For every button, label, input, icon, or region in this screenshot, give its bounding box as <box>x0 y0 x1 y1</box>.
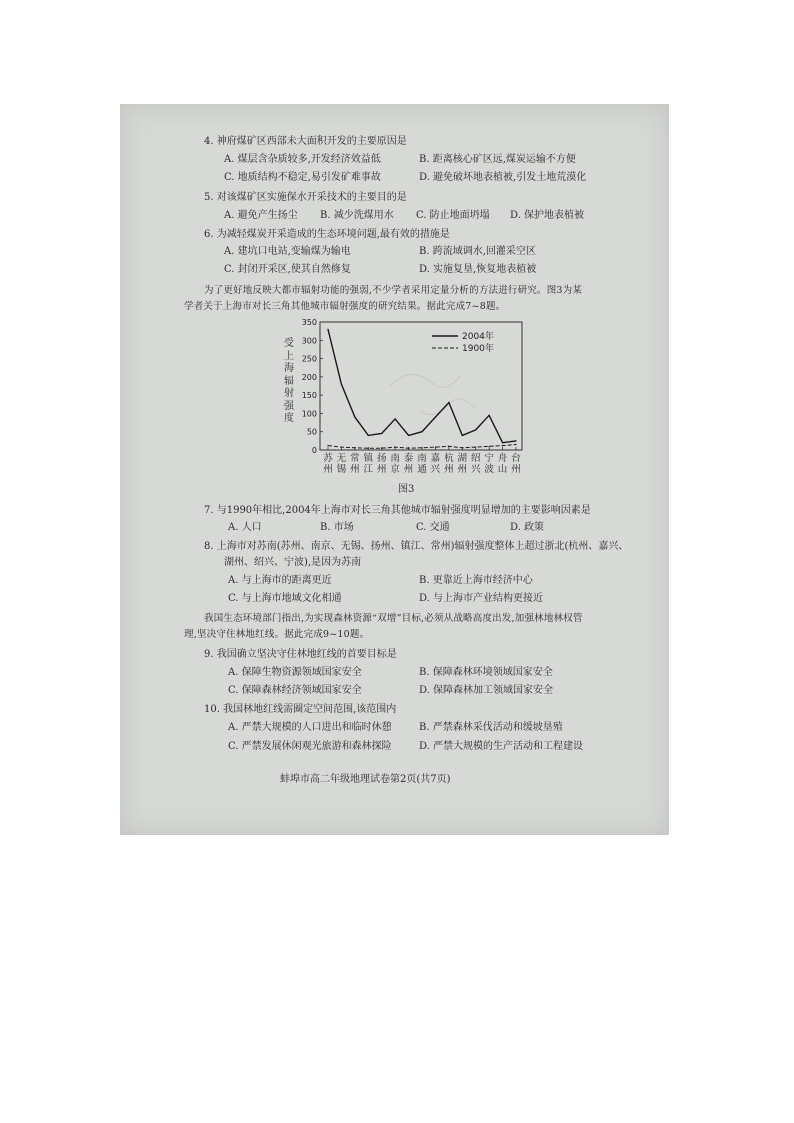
x-tick-label <box>498 453 508 475</box>
data-point <box>341 384 342 385</box>
data-point <box>395 446 396 447</box>
x-tick-label-char: 舟 <box>497 453 508 464</box>
x-tick-label <box>471 453 481 475</box>
data-point <box>435 416 436 417</box>
x-tick-label <box>484 453 494 475</box>
q10-option-a: A. 严禁大规模的人口进出和临时休憩 <box>228 722 392 733</box>
x-tick-label-char: 州 <box>350 464 360 475</box>
data-point <box>489 446 490 447</box>
data-point <box>421 447 422 448</box>
y-axis-label-char: 海 <box>284 363 294 374</box>
passage-7-8-line2: 学者关于上海市对长三角其他城市辐射强度的研究结果。据此完成7~8题。 <box>184 301 506 312</box>
passage-9-10-line2: 理,坚决守住林地红线。据此完成9~10题。 <box>184 629 370 640</box>
data-point <box>448 446 449 447</box>
x-tick-label-char: 泰 <box>403 453 414 464</box>
exam-page-photo <box>120 104 669 835</box>
data-point <box>462 447 463 448</box>
x-tick-label-char: 京 <box>390 464 400 475</box>
x-tick-label-char: 州 <box>376 464 387 475</box>
legend-label: 1900年 <box>462 344 494 354</box>
q9-stem: 9. 我国确立坚决守住林地红线的首要目标是 <box>204 649 397 660</box>
background-smudge <box>390 375 460 388</box>
q6-stem: 6. 为减轻煤炭开采造成的生态环境问题,最有效的措施是 <box>204 229 450 240</box>
data-point <box>354 416 355 417</box>
q6-option-b: B. 跨流域调水,回灌采空区 <box>419 246 536 257</box>
q6-option-c: C. 封闭开采区,使其自然修复 <box>224 264 351 275</box>
q9-option-c: C. 保障森林经济领域国家安全 <box>228 685 362 696</box>
data-point <box>408 448 409 449</box>
q4-option-b: B. 距离核心矿区远,煤炭运输不方便 <box>419 154 576 165</box>
q9-option-d: D. 保障森林加工领域国家安全 <box>419 685 554 696</box>
data-point <box>448 402 449 403</box>
y-axis-label-char: 上 <box>284 350 294 362</box>
legend-label: 2004年 <box>462 332 494 342</box>
x-tick-label <box>457 453 467 475</box>
data-point <box>475 446 476 447</box>
data-point <box>381 433 382 434</box>
x-tick-label <box>390 453 400 475</box>
q4-option-d: D. 避免破坏地表植被,引发土地荒漠化 <box>419 172 587 183</box>
y-tick-label: 350 <box>301 318 317 327</box>
q5-option-b: B. 减少洗煤用水 <box>320 210 394 221</box>
x-tick-label-char: 江 <box>363 464 374 475</box>
y-axis-label-char: 受 <box>284 338 294 349</box>
data-point <box>515 444 516 445</box>
q7-option-b: B. 市场 <box>320 522 354 533</box>
q8-option-b: B. 更靠近上海市经济中心 <box>419 575 533 586</box>
x-tick-label-char: 山 <box>497 464 508 475</box>
data-point <box>421 431 422 432</box>
x-tick-label <box>336 453 346 475</box>
data-point <box>435 446 436 447</box>
x-tick-label-char: 兴 <box>430 464 441 475</box>
q10-stem: 10. 我国林地红线需圈定空间范围,该范围内 <box>204 704 397 715</box>
x-tick-label <box>417 453 427 475</box>
y-tick-label: 200 <box>301 372 317 382</box>
q5-option-c: C. 防止地面坍塌 <box>416 210 490 221</box>
q10-option-b: B. 严禁森林采伐活动和缓坡垦殖 <box>419 722 563 733</box>
q4-option-a: A. 煤层含杂质较多,开发经济效益低 <box>224 154 381 165</box>
data-point <box>489 415 490 416</box>
q9-option-b: B. 保障森林环境领域国家安全 <box>419 667 553 678</box>
passage-9-10-line1: 我国生态环境部门指出,为实现森林资源“双增”目标,必须从战略高度出发,加强林地林权管 <box>204 613 583 624</box>
x-tick-label <box>363 453 373 475</box>
q8-option-d: D. 与上海市产业结构更接近 <box>419 593 544 604</box>
x-tick-label <box>377 453 387 475</box>
y-tick-label: 100 <box>301 409 317 419</box>
x-tick-label-char: 绍 <box>470 453 481 464</box>
x-tick-label-char: 州 <box>403 464 414 475</box>
x-tick-label <box>430 453 440 475</box>
x-tick-label-char: 锡 <box>336 464 347 475</box>
x-tick-label-char: 宁 <box>484 453 494 464</box>
x-tick-label-char: 南 <box>417 453 427 464</box>
y-tick-label: 250 <box>301 354 317 364</box>
q8-option-a: A. 与上海市的距离更近 <box>228 575 332 586</box>
q7-stem: 7. 与1990年相比,2004年上海市对长三角其他城市辐射强度明显增加的主要影响因素是 <box>204 505 591 516</box>
data-point <box>502 442 503 443</box>
q8-stem-line1: 8. 上海市对苏南(苏州、南京、无锡、扬州、镇江、常州)辐射强度整体上超过浙北(杭州、嘉兴、 <box>204 541 629 552</box>
x-tick-label-char: 扬 <box>376 453 387 464</box>
x-tick-label <box>444 453 454 475</box>
x-tick-label-char: 州 <box>457 464 468 475</box>
q6-option-d: D. 实施复垦,恢复地表植被 <box>419 264 537 275</box>
y-axis-label-char: 辐 <box>284 375 294 387</box>
figure-caption: 图3 <box>398 484 415 495</box>
figure-3 <box>270 316 530 486</box>
passage-7-8-line1: 为了更好地反映大都市辐射功能的强弱,不少学者采用定量分析的方法进行研究。图3为某 <box>204 285 583 296</box>
page-footer: 蚌埠市高二年级地理试卷第2页(共7页) <box>280 774 451 785</box>
data-point <box>354 447 355 448</box>
data-point <box>368 435 369 436</box>
y-tick-label: 0 <box>311 446 317 455</box>
x-tick-label-char: 杭 <box>444 453 454 464</box>
y-axis-label-char: 强 <box>284 400 294 412</box>
x-tick-label-char: 无 <box>336 453 347 464</box>
y-axis-label-char: 度 <box>284 413 294 424</box>
q10-option-c: C. 严禁发展休闲观光旅游和森林探险 <box>228 741 392 752</box>
q5-stem: 5. 对该煤矿区实施保水开采技术的主要目的是 <box>204 192 407 203</box>
q10-option-d: D. 严禁大规模的生产活动和工程建设 <box>419 741 584 752</box>
data-point <box>327 445 328 446</box>
x-tick-label-char: 通 <box>417 464 427 475</box>
x-tick-label-char: 苏 <box>323 453 333 464</box>
data-point <box>341 446 342 447</box>
data-point <box>408 435 409 436</box>
q6-option-a: A. 建坑口电站,变输煤为输电 <box>224 246 351 257</box>
x-tick-label-char: 波 <box>484 464 494 475</box>
x-tick-label-char: 嘉 <box>430 453 441 464</box>
y-tick-label: 300 <box>301 336 317 346</box>
q4-stem: 4. 神府煤矿区西部未大面积开发的主要原因是 <box>204 136 407 147</box>
y-axis-label-char: 射 <box>284 388 294 399</box>
data-point <box>368 448 369 449</box>
data-point <box>381 448 382 449</box>
x-tick-label <box>511 453 521 475</box>
q4-option-c: C. 地质结构不稳定,易引发矿难事故 <box>224 172 381 183</box>
x-tick-label-char: 镇 <box>363 453 374 464</box>
x-tick-label-char: 南 <box>390 453 400 464</box>
x-tick-label <box>350 453 360 475</box>
data-point <box>475 429 476 430</box>
x-tick-label-char: 湖 <box>457 453 468 464</box>
q7-option-d: D. 政策 <box>510 522 545 533</box>
background-smudge <box>420 399 475 415</box>
q8-stem-line2: 湖州、绍兴、宁波),是因为苏南 <box>224 557 362 568</box>
data-point <box>502 445 503 446</box>
x-tick-label-char: 台 <box>511 453 521 464</box>
data-point <box>395 418 396 419</box>
q7-option-a: A. 人口 <box>228 522 262 533</box>
data-point <box>462 435 463 436</box>
q5-option-d: D. 保护地表植被 <box>510 210 585 221</box>
q8-option-c: C. 与上海市地域文化相通 <box>228 593 342 604</box>
data-point <box>327 329 328 330</box>
x-tick-label <box>323 453 333 475</box>
x-tick-label-char: 州 <box>444 464 454 475</box>
y-tick-label: 150 <box>301 391 317 401</box>
y-tick-label: 50 <box>306 427 317 437</box>
q7-option-c: C. 交通 <box>416 522 450 533</box>
data-point <box>515 440 516 441</box>
x-tick-label-char: 州 <box>511 464 521 475</box>
x-tick-label-char: 兴 <box>470 464 481 475</box>
q5-option-a: A. 避免产生扬尘 <box>224 210 298 221</box>
x-tick-label-char: 州 <box>323 464 333 475</box>
x-tick-label <box>404 453 414 475</box>
q9-option-a: A. 保障生物资源领域国家安全 <box>228 667 362 678</box>
x-tick-label-char: 常 <box>350 453 360 464</box>
